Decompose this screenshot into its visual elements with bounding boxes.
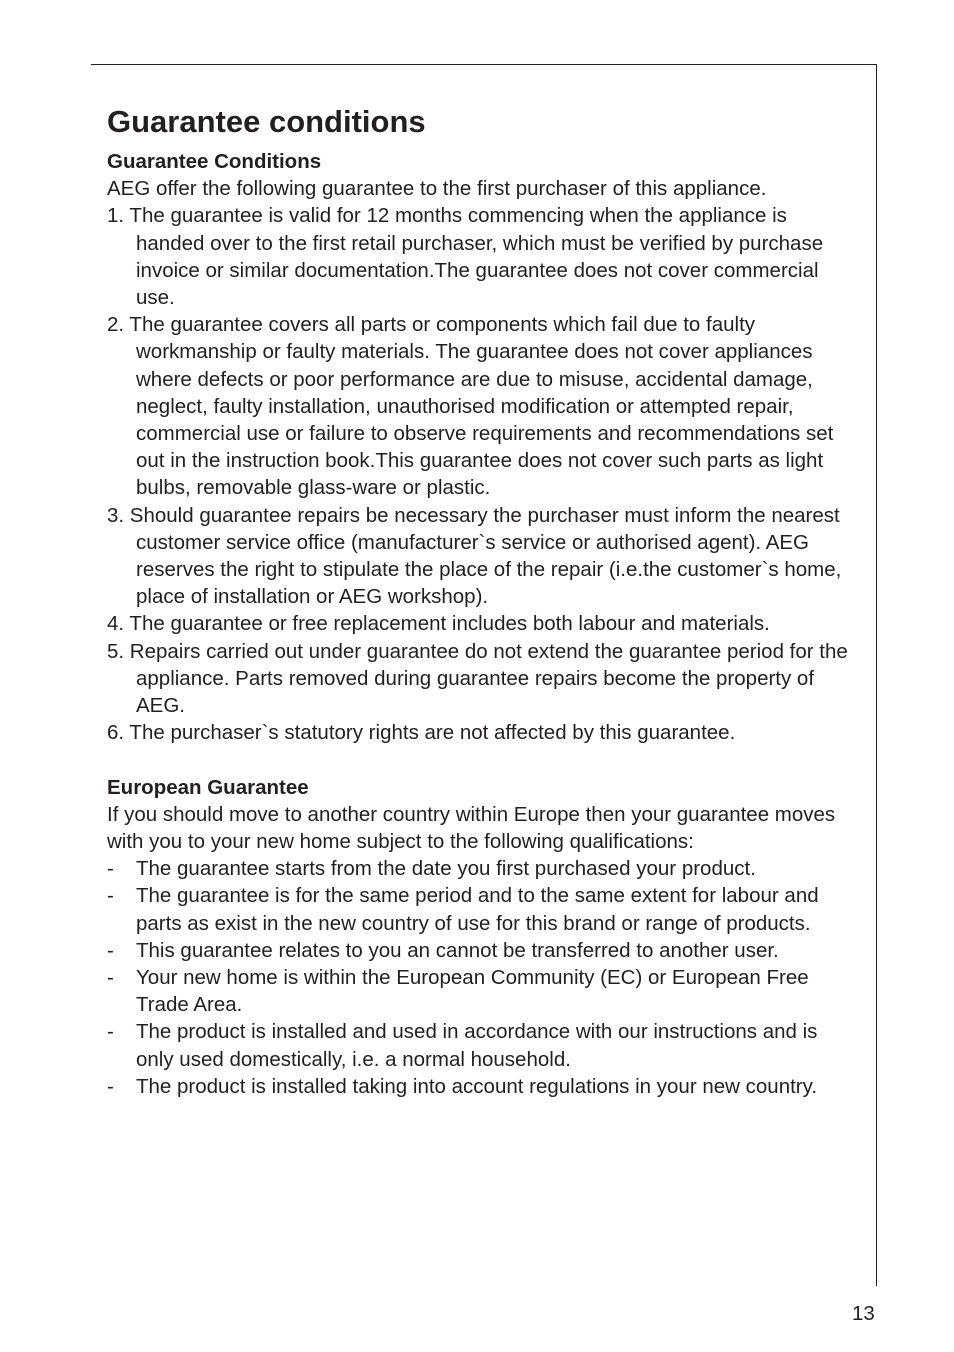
- dash-bullet: -: [107, 857, 114, 881]
- section-gap: [107, 746, 852, 773]
- list-item: 2. The guarantee covers all parts or components which fail due to faulty workmanship or faulty materials. The guarantee does not cover appliances where defects or poor performance are due to misuse, accidental damage, neglect, faulty installation, unauthorised modification or attempted repair, commercial use or failure to observe requirements and recommendations set out in the instruction book.This guarantee does not cover such parts as light bulbs, removable glass-ware or plastic.: [107, 313, 834, 500]
- page-content: [107, 100, 852, 1100]
- list-item: 4. The guarantee or free replacement includes both labour and materials.: [107, 612, 770, 636]
- section-intro: If you should move to another country within Europe then your guarantee moves with you to your new home subject to the following qualifications:: [107, 802, 836, 854]
- dash-bullet: -: [107, 938, 114, 962]
- list-item: [107, 937, 852, 964]
- page-number: 13: [852, 1302, 875, 1325]
- list-item: [107, 964, 852, 1018]
- page-title: Guarantee conditions: [107, 104, 426, 139]
- list-item-text: This guarantee relates to you an cannot be transferred to another user.: [136, 938, 779, 962]
- dash-bullet: -: [107, 966, 114, 990]
- dash-bullet: -: [107, 884, 114, 908]
- list-item-text: The product is installed and used in accordance with our instructions and is only used domestically, i.e. a normal household.: [136, 1020, 818, 1071]
- list-item: 1. The guarantee is valid for 12 months commencing when the appliance is handed over to the first retail purchaser, which must be verified by purchase invoice or similar documentation.The guarantee does not cover commercial use.: [107, 204, 824, 310]
- dash-bullet: -: [107, 1020, 114, 1044]
- section-heading-guarantee-conditions: Guarantee Conditions: [107, 150, 322, 173]
- list-item-text: The product is installed taking into account regulations in your new country.: [136, 1074, 818, 1098]
- top-rule: [91, 64, 877, 65]
- dash-bullet: -: [107, 1074, 114, 1098]
- list-item: [107, 1018, 852, 1072]
- list-item-text: Your new home is within the European Community (EC) or European Free Trade Area.: [136, 966, 809, 1017]
- list-item: [107, 1073, 852, 1100]
- list-item: 5. Repairs carried out under guarantee do not extend the guarantee period for the appliance. Parts removed during guarantee repairs become the property of AEG.: [107, 639, 848, 718]
- section-intro: AEG offer the following guarantee to the first purchaser of this appliance.: [107, 177, 767, 201]
- european-guarantee-list: [107, 855, 852, 1100]
- guarantee-conditions-list: [107, 202, 852, 746]
- list-item-text: The guarantee starts from the date you first purchased your product.: [136, 857, 756, 881]
- list-item: 3. Should guarantee repairs be necessary the purchaser must inform the nearest customer service office (manufacturer`s service or authorised agent). AEG reserves the right to stipulate the place of the repair (i.e.the customer`s home, place of installation or AEG workshop).: [107, 503, 842, 609]
- list-item-text: The guarantee is for the same period and to the same extent for labour and parts as exist in the new country of use for this brand or range of products.: [136, 884, 819, 935]
- section-heading-european-guarantee: European Guarantee: [107, 775, 309, 799]
- side-rule: [876, 64, 877, 1286]
- list-item: [107, 855, 852, 882]
- list-item: [107, 882, 852, 936]
- list-item: 6. The purchaser`s statutory rights are not affected by this guarantee.: [107, 721, 736, 745]
